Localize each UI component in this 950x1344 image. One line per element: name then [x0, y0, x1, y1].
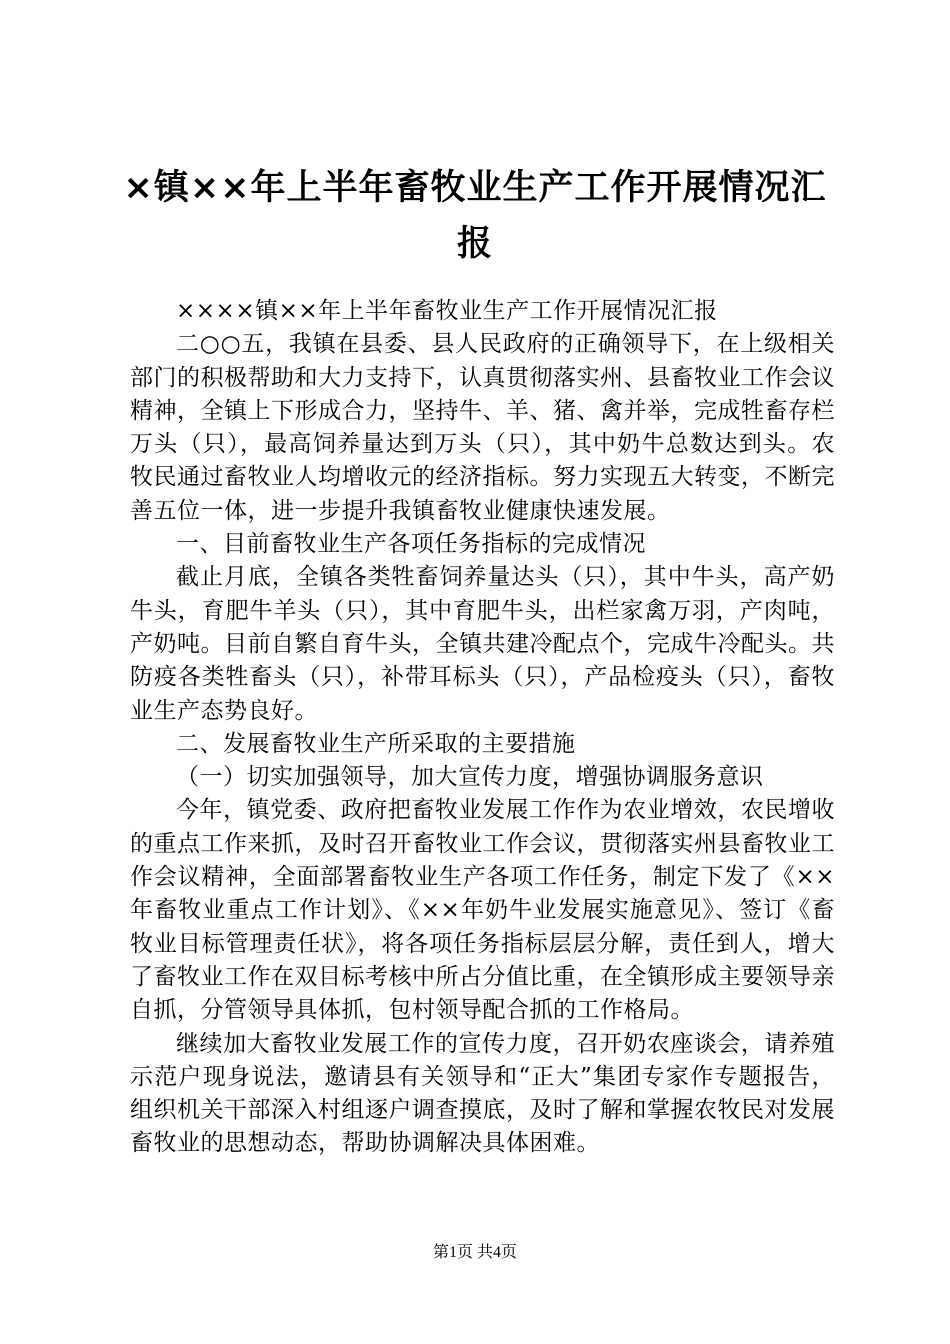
subsection-heading-1: （一）切实加强领导，加大宣传力度，增强协调服务意识 [176, 764, 764, 791]
section-1-paragraph: 截止月底，全镇各类牲畜饲养量达头（只），其中牛头，高产奶牛头，育肥牛羊头（只），其中育肥牛头，出栏家禽万羽，产肉吨，产奶吨。目前自繁自育牛头，全镇共建冷配点个，完成牛冷配头。共防疫各类牲畜头（只），补带耳标头（只），产品检疫头（只），畜牧业生产态势良好。 [130, 564, 835, 724]
document-title [110, 160, 840, 272]
subsection-1-paragraph-1: 今年，镇党委、政府把畜牧业发展工作作为农业增效，农民增收的重点工作来抓，及时召开畜牧业工作会议，贯彻落实州县畜牧业工作会议精神，全面部署畜牧业生产各项工作任务，制定下发了《××年畜牧业重点工作计划》、《××年奶牛业发展实施意见》、签订《畜牧业目标管理责任状》，将各项任务指标层层分解，责任到人，增大了畜牧业工作在双目标考核中所占分值比重，在全镇形成主要领导亲自抓，分管领导具体抓，包村领导配合抓的工作格局。 [130, 797, 835, 1024]
page-number: 第1页 共4页 [432, 1244, 517, 1261]
page-footer [0, 1243, 950, 1263]
title-line-1: ×镇××年上半年畜牧业生产工作开展情况汇 [123, 168, 827, 208]
document-body [130, 295, 835, 1161]
title-line-2: 报 [456, 224, 493, 264]
section-heading-2: 二、发展畜牧业生产所采取的主要措施 [176, 730, 576, 757]
subsection-1-paragraph-2: 继续加大畜牧业发展工作的宣传力度，召开奶农座谈会，请养殖示范户现身说法，邀请县有关领导和“正大”集团专家作专题报告，组织机关干部深入村组逐户调查摸底，及时了解和掌握农牧民对发展畜牧业的思想动态，帮助协调解决具体困难。 [130, 1030, 835, 1157]
intro-paragraph: 二○○五，我镇在县委、县人民政府的正确领导下，在上级相关部门的积极帮助和大力支持下，认真贯彻落实州、县畜牧业工作会议精神，全镇上下形成合力，坚持牛、羊、猪、禽并举，完成牲畜存栏万头（只），最高饲养量达到万头（只），其中奶牛总数达到头。农牧民通过畜牧业人均增收元的经济指标。努力实现五大转变，不断完善五位一体，进一步提升我镇畜牧业健康快速发展。 [130, 331, 835, 524]
report-heading: ××××镇××年上半年畜牧业生产工作开展情况汇报 [176, 298, 718, 324]
section-heading-1: 一、目前畜牧业生产各项任务指标的完成情况 [176, 531, 646, 558]
